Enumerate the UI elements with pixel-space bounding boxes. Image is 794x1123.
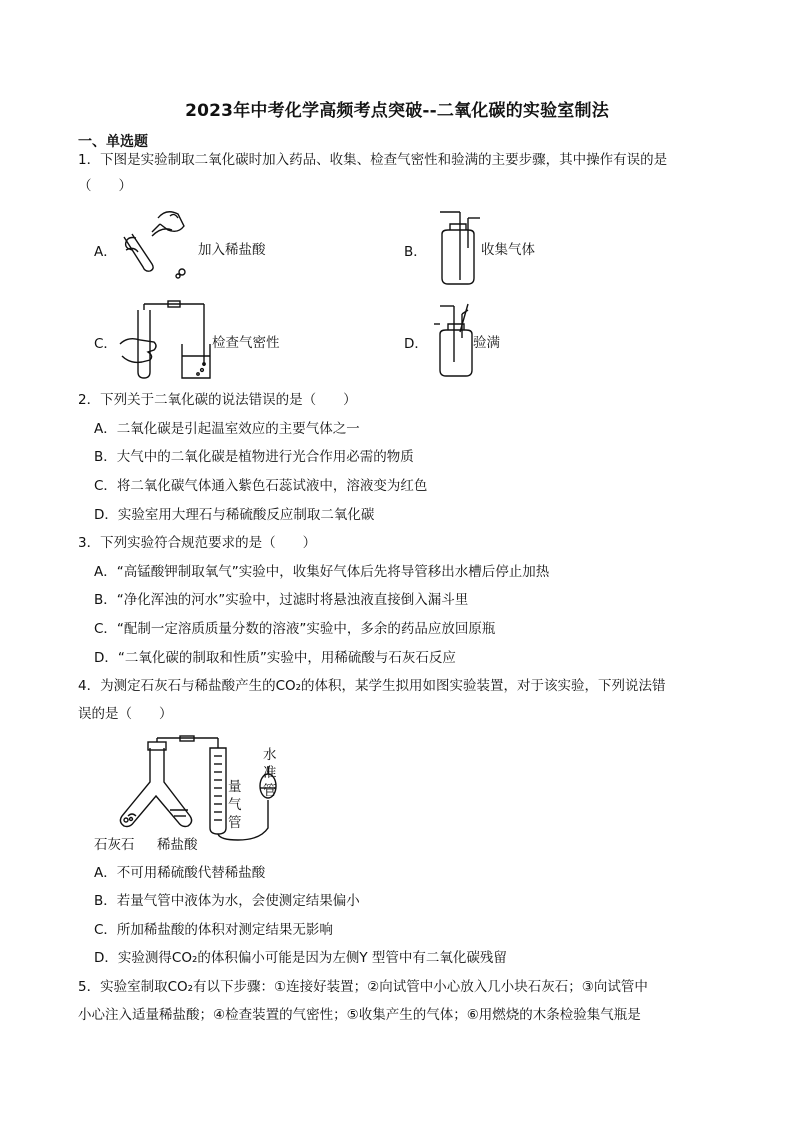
- q1-option-b-label: 收集气体: [481, 242, 535, 258]
- gas-measuring-apparatus: [108, 736, 286, 842]
- q2-option-d: D．实验室用大理石与稀硫酸反应制取二氧化碳: [94, 507, 375, 523]
- q4-stem: 4．为测定石灰石与稀盐酸产生的CO₂的体积，某学生拟用如图实验装置，对于该实验，下列说法错: [78, 678, 666, 694]
- q5-stem: 5．实验室制取CO₂有以下步骤：①连接好装置；②向试管中小心放入几小块石灰石；③向试管中: [78, 979, 648, 995]
- q1-stem-paren: （ ）: [78, 178, 132, 194]
- q3-option-b: B．“净化浑浊的河水”实验中，过滤时将悬浊液直接倒入漏斗里: [94, 592, 469, 608]
- document-title: 2023年中考化学高频考点突破--二氧化碳的实验室制法: [185, 101, 609, 121]
- water-tube-label-1: 水: [263, 747, 277, 763]
- q5-stem-line2: 小心注入适量稀盐酸；④检查装置的气密性；⑤收集产生的气体；⑥用燃烧的木条检验集气瓶是: [78, 1007, 641, 1023]
- q1-option-d-letter: D．: [404, 336, 428, 352]
- q4-stem-line2: 误的是（ ）: [78, 706, 173, 722]
- collect-gas-illustration: [436, 208, 480, 288]
- q1-option-d-label: 验满: [473, 335, 500, 351]
- q1-option-a-label: 加入稀盐酸: [198, 242, 266, 258]
- q4-option-b: B．若量气管中液体为水，会使测定结果偏小: [94, 893, 360, 909]
- check-full-illustration: [434, 302, 478, 380]
- water-tube-label-2: 准: [263, 765, 277, 781]
- q3-option-c: C．“配制一定溶质质量分数的溶液”实验中，多余的药品应放回原瓶: [94, 621, 496, 637]
- acid-label: 稀盐酸: [157, 837, 198, 853]
- q1-option-c-label: 检查气密性: [212, 335, 280, 351]
- gas-tube-label-1: 量: [228, 779, 242, 795]
- gas-tube-label-2: 气: [228, 797, 242, 813]
- q3-option-d: D．“二氧化碳的制取和性质”实验中，用稀硫酸与石灰石反应: [94, 650, 456, 666]
- q4-option-c: C．所加稀盐酸的体积对测定结果无影响: [94, 922, 333, 938]
- gas-tube-label-3: 管: [228, 815, 242, 831]
- q2-option-b: B．大气中的二氧化碳是植物进行光合作用必需的物质: [94, 449, 414, 465]
- q2-stem: 2．下列关于二氧化碳的说法错误的是（ ）: [78, 392, 357, 408]
- q1-option-a-letter: A．: [94, 244, 117, 260]
- limestone-label: 石灰石: [94, 837, 135, 853]
- q4-option-d: D．实验测得CO₂的体积偏小可能是因为左侧Y 型管中有二氧化碳残留: [94, 950, 507, 966]
- q3-option-a: A．“高锰酸钾制取氧气”实验中，收集好气体后先将导管移出水槽后停止加热: [94, 564, 550, 580]
- q2-option-c: C．将二氧化碳气体通入紫色石蕊试液中，溶液变为红色: [94, 478, 428, 494]
- q2-option-a: A．二氧化碳是引起温室效应的主要气体之一: [94, 421, 360, 437]
- q4-option-a: A．不可用稀硫酸代替稀盐酸: [94, 865, 266, 881]
- add-acid-illustration: [122, 206, 198, 282]
- check-airtightness-illustration: [118, 300, 212, 382]
- q1-option-c-letter: C．: [94, 336, 117, 352]
- section-heading: 一、单选题: [78, 134, 148, 150]
- q3-stem: 3．下列实验符合规范要求的是（ ）: [78, 535, 317, 551]
- q1-option-b-letter: B．: [404, 244, 427, 260]
- water-tube-label-3: 管: [263, 783, 277, 799]
- q1-stem: 1．下图是实验制取二氧化碳时加入药品、收集、检查气密性和验满的主要步骤，其中操作有误的是: [78, 152, 668, 168]
